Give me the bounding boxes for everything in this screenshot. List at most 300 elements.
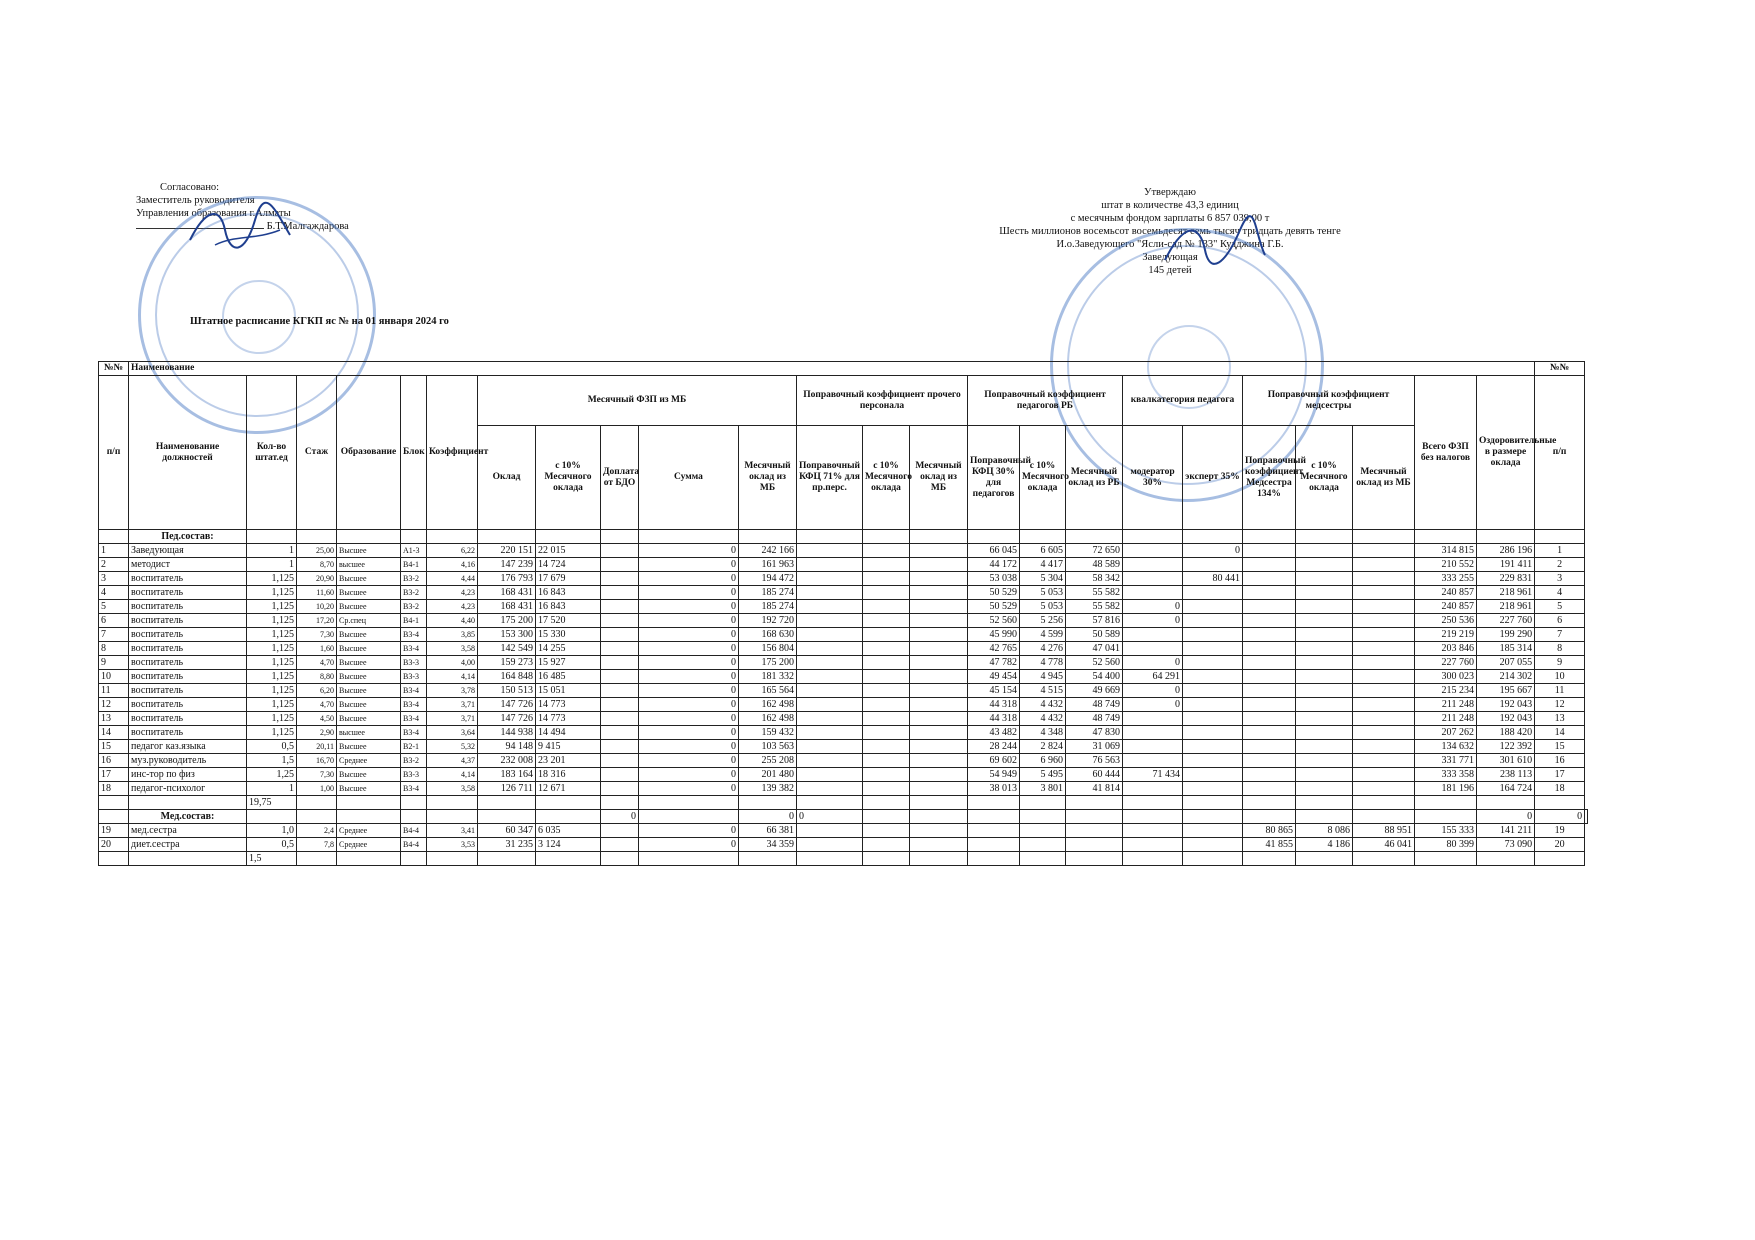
extra xyxy=(601,754,639,768)
empty-cell xyxy=(1296,684,1353,698)
empty-cell xyxy=(910,600,968,614)
total: 333 255 xyxy=(1415,572,1477,586)
total: 181 196 xyxy=(1415,782,1477,796)
experience: 17,20 xyxy=(297,614,337,628)
empty-cell xyxy=(863,642,910,656)
sum: 0 xyxy=(639,754,739,768)
experience: 4,70 xyxy=(297,698,337,712)
experience: 7,8 xyxy=(297,838,337,852)
sum-total: 0 xyxy=(601,810,639,824)
row-number: 12 xyxy=(99,698,129,712)
extra xyxy=(601,600,639,614)
sum: 0 xyxy=(639,614,739,628)
bonus-10: 14 494 xyxy=(536,726,601,740)
empty-cell xyxy=(863,572,910,586)
empty-cell xyxy=(337,852,401,866)
monthly-mb: 242 166 xyxy=(739,544,797,558)
table-row xyxy=(99,614,1588,628)
monthly-mb: 165 564 xyxy=(739,684,797,698)
empty-cell xyxy=(639,852,739,866)
expert xyxy=(1183,782,1243,796)
ped-10: 2 824 xyxy=(1020,740,1066,754)
monthly-mb: 185 274 xyxy=(739,600,797,614)
ped-kfc: 47 782 xyxy=(968,656,1020,670)
table-row xyxy=(99,698,1588,712)
empty-cell xyxy=(1020,796,1066,810)
empty-cell xyxy=(1296,754,1353,768)
sum: 0 xyxy=(639,572,739,586)
row-number-right: 12 xyxy=(1535,698,1585,712)
empty-cell xyxy=(1415,810,1477,824)
moderator xyxy=(1123,782,1183,796)
table-row xyxy=(99,544,1588,558)
approval-signer: Б.Т.Малгаждарова xyxy=(266,221,349,232)
coefficient: 4,14 xyxy=(427,670,478,684)
education: Высшее xyxy=(337,740,401,754)
coefficient: 4,40 xyxy=(427,614,478,628)
row-number: 2 xyxy=(99,558,129,572)
group-teachers: Поправочный коэффициент педагогов РБ xyxy=(968,376,1123,426)
monthly-mb: 168 630 xyxy=(739,628,797,642)
col-position: Наименование должностей xyxy=(129,376,247,530)
staff-count: 1,125 xyxy=(247,600,297,614)
empty-cell xyxy=(1243,768,1296,782)
sum: 0 xyxy=(639,838,739,852)
coefficient: 4,00 xyxy=(427,656,478,670)
ped-monthly: 48 749 xyxy=(1066,698,1123,712)
experience: 4,50 xyxy=(297,712,337,726)
position-name: воспитатель xyxy=(129,628,247,642)
block: А1-3 xyxy=(401,544,427,558)
empty-cell xyxy=(797,698,863,712)
empty-cell xyxy=(1243,810,1296,824)
empty-cell xyxy=(968,824,1020,838)
empty-cell xyxy=(1296,740,1353,754)
empty-cell xyxy=(401,796,427,810)
monthly-mb: 156 804 xyxy=(739,642,797,656)
bonus-10: 22 015 xyxy=(536,544,601,558)
extra xyxy=(601,782,639,796)
block: В2-1 xyxy=(401,740,427,754)
table-row xyxy=(99,684,1588,698)
bonus-10: 9 415 xyxy=(536,740,601,754)
total: 211 248 xyxy=(1415,698,1477,712)
coefficient: 3,53 xyxy=(427,838,478,852)
empty-cell xyxy=(910,838,968,852)
block: В3-4 xyxy=(401,642,427,656)
empty-cell xyxy=(863,558,910,572)
table-row xyxy=(99,726,1588,740)
experience: 2,90 xyxy=(297,726,337,740)
salary: 142 549 xyxy=(478,642,536,656)
bonus-10: 23 201 xyxy=(536,754,601,768)
moderator: 0 xyxy=(1123,698,1183,712)
empty-cell xyxy=(1353,740,1415,754)
empty-cell xyxy=(99,852,129,866)
expert xyxy=(1183,740,1243,754)
monthly-mb: 34 359 xyxy=(739,838,797,852)
empty-cell xyxy=(863,754,910,768)
ped-total-count: 19,75 xyxy=(247,796,297,810)
salary: 232 008 xyxy=(478,754,536,768)
empty-cell xyxy=(797,740,863,754)
ped-10: 5 053 xyxy=(1020,586,1066,600)
nurse-kfc: 41 855 xyxy=(1243,838,1296,852)
row-number: 19 xyxy=(99,824,129,838)
empty-cell xyxy=(1353,684,1415,698)
monthly-mb: 159 432 xyxy=(739,726,797,740)
empty-cell xyxy=(797,586,863,600)
experience: 11,60 xyxy=(297,586,337,600)
row-number-right: 6 xyxy=(1535,614,1585,628)
total: 219 219 xyxy=(1415,628,1477,642)
monthly-mb: 162 498 xyxy=(739,698,797,712)
extra xyxy=(601,586,639,600)
empty-cell xyxy=(797,782,863,796)
empty-cell xyxy=(1296,600,1353,614)
position-name: воспитатель xyxy=(129,614,247,628)
col-ped-10: с 10% Месячного оклада xyxy=(1020,426,1066,530)
salary: 183 164 xyxy=(478,768,536,782)
empty-cell xyxy=(1353,614,1415,628)
extra-total: 0 xyxy=(739,810,797,824)
staff-count: 1 xyxy=(247,782,297,796)
table-row xyxy=(99,572,1588,586)
empty-cell xyxy=(129,852,247,866)
total: 80 399 xyxy=(1415,838,1477,852)
experience: 2,4 xyxy=(297,824,337,838)
extra xyxy=(601,558,639,572)
total: 203 846 xyxy=(1415,642,1477,656)
staff-count: 1,125 xyxy=(247,586,297,600)
empty-cell xyxy=(863,628,910,642)
empty-cell xyxy=(1353,544,1415,558)
empty-cell xyxy=(1243,656,1296,670)
ped-kfc: 44 318 xyxy=(968,712,1020,726)
empty-cell xyxy=(1353,852,1415,866)
empty-cell xyxy=(1243,726,1296,740)
block: В3-4 xyxy=(401,684,427,698)
position-name: диет.сестра xyxy=(129,838,247,852)
health-total: 0 xyxy=(1535,810,1585,824)
education: Высшее xyxy=(337,544,401,558)
health: 195 667 xyxy=(1477,684,1535,698)
empty-cell xyxy=(863,586,910,600)
col-nurse-10: с 10% Месячного оклада xyxy=(1296,426,1353,530)
health: 286 196 xyxy=(1477,544,1535,558)
education: Высшее xyxy=(337,782,401,796)
staff-count: 1,125 xyxy=(247,684,297,698)
staff-count: 0,5 xyxy=(247,838,297,852)
empty-cell xyxy=(1296,698,1353,712)
sum: 0 xyxy=(639,544,739,558)
empty-cell xyxy=(478,796,536,810)
position-name: методист xyxy=(129,558,247,572)
moderator xyxy=(1123,572,1183,586)
ped-10: 5 053 xyxy=(1020,600,1066,614)
empty-cell xyxy=(1353,698,1415,712)
ped-10: 4 276 xyxy=(1020,642,1066,656)
health: 192 043 xyxy=(1477,698,1535,712)
col-health: Оздоровительные в размере оклада xyxy=(1477,376,1535,530)
col-bonus10: с 10% Месячного оклада xyxy=(536,426,601,530)
empty-cell xyxy=(1353,558,1415,572)
education: Высшее xyxy=(337,684,401,698)
experience: 8,70 xyxy=(297,558,337,572)
approve-line-3: с месячным фондом зарплаты 6 857 039,00 т xyxy=(1070,213,1270,224)
experience: 7,30 xyxy=(297,628,337,642)
moderator: 0 xyxy=(1123,684,1183,698)
row-number: 6 xyxy=(99,614,129,628)
empty-cell xyxy=(797,614,863,628)
empty-cell xyxy=(99,810,129,824)
health: 218 961 xyxy=(1477,600,1535,614)
total: 250 536 xyxy=(1415,614,1477,628)
experience: 1,60 xyxy=(297,642,337,656)
moderator xyxy=(1123,712,1183,726)
empty-cell xyxy=(1296,586,1353,600)
sum: 0 xyxy=(639,712,739,726)
group-other-staff: Поправочный коэффициент прочего персонала xyxy=(797,376,968,426)
empty-cell xyxy=(1243,558,1296,572)
monthly-mb: 103 563 xyxy=(739,740,797,754)
empty-cell xyxy=(1066,852,1123,866)
position-name: воспитатель xyxy=(129,642,247,656)
education: высшее xyxy=(337,558,401,572)
approve-line-4: Шесть миллионов восемьсот восемьдесят семь тысяч тридцать девять тенге xyxy=(999,226,1341,237)
position-name: мед.сестра xyxy=(129,824,247,838)
block: В3-3 xyxy=(401,656,427,670)
section-row-ped xyxy=(99,530,1588,544)
col-count: Кол-во штат.ед xyxy=(247,376,297,530)
col-nurse-monthly: Месячный оклад из МБ xyxy=(1353,426,1415,530)
coefficient: 3,58 xyxy=(427,642,478,656)
row-number-right: 10 xyxy=(1535,670,1585,684)
nurse-10: 4 186 xyxy=(1296,838,1353,852)
empty-cell xyxy=(1183,852,1243,866)
block: В3-3 xyxy=(401,670,427,684)
empty-cell xyxy=(1353,586,1415,600)
empty-cell xyxy=(1243,614,1296,628)
extra xyxy=(601,544,639,558)
row-number-right: 15 xyxy=(1535,740,1585,754)
ped-10: 5 304 xyxy=(1020,572,1066,586)
ped-10: 4 778 xyxy=(1020,656,1066,670)
med-total-row xyxy=(99,852,1588,866)
empty-cell xyxy=(910,684,968,698)
approval-line-1: Согласовано: xyxy=(160,182,220,193)
monthly-mb: 255 208 xyxy=(739,754,797,768)
table-row xyxy=(99,712,1588,726)
position-name: воспитатель xyxy=(129,712,247,726)
total: 314 815 xyxy=(1415,544,1477,558)
empty-cell xyxy=(797,600,863,614)
ped-monthly: 52 560 xyxy=(1066,656,1123,670)
empty-cell xyxy=(639,796,739,810)
row-number: 13 xyxy=(99,712,129,726)
empty-cell xyxy=(1243,796,1296,810)
col-sum: Сумма xyxy=(639,426,739,530)
nurse-monthly: 46 041 xyxy=(1353,838,1415,852)
sum: 0 xyxy=(639,684,739,698)
table-row xyxy=(99,628,1588,642)
table-row xyxy=(99,600,1588,614)
sum: 0 xyxy=(639,782,739,796)
extra xyxy=(601,628,639,642)
table-row xyxy=(99,656,1588,670)
monthly-mb: 194 472 xyxy=(739,572,797,586)
ped-kfc: 28 244 xyxy=(968,740,1020,754)
ped-10: 4 417 xyxy=(1020,558,1066,572)
approve-line-6: Заведующая xyxy=(1142,252,1198,263)
empty-cell xyxy=(427,796,478,810)
expert xyxy=(1183,586,1243,600)
salary: 147 726 xyxy=(478,712,536,726)
empty-cell xyxy=(1243,740,1296,754)
experience: 7,30 xyxy=(297,768,337,782)
position-name: педагог-психолог xyxy=(129,782,247,796)
empty-cell xyxy=(910,544,968,558)
staff-count: 1 xyxy=(247,558,297,572)
empty-cell xyxy=(797,768,863,782)
empty-cell xyxy=(1353,782,1415,796)
empty-cell xyxy=(1296,544,1353,558)
empty-cell xyxy=(1183,838,1243,852)
empty-cell xyxy=(1296,810,1353,824)
approve-line-5: И.о.Заведующего "Ясли-сад № 133" Кудджина Г.Б. xyxy=(1056,239,1284,250)
empty-cell xyxy=(1296,852,1353,866)
expert xyxy=(1183,726,1243,740)
row-number: 18 xyxy=(99,782,129,796)
col-other-10: с 10% Месячного оклада xyxy=(863,426,910,530)
health: 73 090 xyxy=(1477,838,1535,852)
moderator xyxy=(1123,642,1183,656)
approval-line-3: Управления образования г.Алматы xyxy=(136,208,291,219)
ped-monthly: 50 589 xyxy=(1066,628,1123,642)
total: 240 857 xyxy=(1415,586,1477,600)
empty-cell xyxy=(1415,852,1477,866)
health: 218 961 xyxy=(1477,586,1535,600)
position-name: инс-тор по физ xyxy=(129,768,247,782)
nurse-kfc: 80 865 xyxy=(1243,824,1296,838)
col-name-top: Наименование xyxy=(129,362,1535,376)
ped-kfc: 42 765 xyxy=(968,642,1020,656)
extra xyxy=(601,670,639,684)
staff-count: 1,125 xyxy=(247,670,297,684)
col-ped-kfc: Поправочный КФЦ 30% для педагогов xyxy=(968,426,1020,530)
empty-cell xyxy=(1123,838,1183,852)
extra xyxy=(601,656,639,670)
education: Высшее xyxy=(337,656,401,670)
row-number-right: 1 xyxy=(1535,544,1585,558)
moderator xyxy=(1123,754,1183,768)
empty-cell xyxy=(910,572,968,586)
salary: 159 273 xyxy=(478,656,536,670)
extra xyxy=(601,572,639,586)
ped-monthly: 60 444 xyxy=(1066,768,1123,782)
empty-cell xyxy=(1353,796,1415,810)
expert xyxy=(1183,712,1243,726)
empty-cell xyxy=(910,558,968,572)
col-block: Блок xyxy=(401,376,427,530)
sum: 0 xyxy=(639,698,739,712)
empty-cell xyxy=(1183,796,1243,810)
education: Среднее xyxy=(337,838,401,852)
salary: 60 347 xyxy=(478,824,536,838)
ped-kfc: 69 602 xyxy=(968,754,1020,768)
empty-cell xyxy=(129,796,247,810)
empty-cell xyxy=(536,810,601,824)
empty-cell xyxy=(1066,838,1123,852)
signature-left xyxy=(185,200,295,260)
monthly-mb: 66 381 xyxy=(739,824,797,838)
row-number: 5 xyxy=(99,600,129,614)
group-qualification: квалкатегория педагога xyxy=(1123,376,1243,426)
ped-10: 4 432 xyxy=(1020,698,1066,712)
expert xyxy=(1183,656,1243,670)
ped-total-row xyxy=(99,796,1588,810)
position-name: муз.руководитель xyxy=(129,754,247,768)
empty-cell xyxy=(1353,600,1415,614)
salary: 94 148 xyxy=(478,740,536,754)
extra xyxy=(601,684,639,698)
sum: 0 xyxy=(639,586,739,600)
staff-count: 1,5 xyxy=(247,754,297,768)
empty-cell xyxy=(863,782,910,796)
empty-cell xyxy=(1353,768,1415,782)
empty-cell xyxy=(863,852,910,866)
total: 331 771 xyxy=(1415,754,1477,768)
table-row xyxy=(99,586,1588,600)
col-total: Всего ФЗП без налогов xyxy=(1415,376,1477,530)
total: 155 333 xyxy=(1415,824,1477,838)
ped-10: 4 515 xyxy=(1020,684,1066,698)
salary: 31 235 xyxy=(478,838,536,852)
empty-cell xyxy=(536,852,601,866)
col-pp-right: п/п xyxy=(1535,376,1585,530)
ped-kfc: 53 038 xyxy=(968,572,1020,586)
empty-cell xyxy=(337,796,401,810)
health: 185 314 xyxy=(1477,642,1535,656)
empty-cell xyxy=(797,642,863,656)
total: 300 023 xyxy=(1415,670,1477,684)
empty-cell xyxy=(1243,782,1296,796)
empty-cell xyxy=(1066,824,1123,838)
empty-cell xyxy=(863,544,910,558)
empty-cell xyxy=(1353,712,1415,726)
health: 141 211 xyxy=(1477,824,1535,838)
nurse-monthly: 88 951 xyxy=(1353,824,1415,838)
empty-cell xyxy=(797,824,863,838)
moderator xyxy=(1123,544,1183,558)
empty-cell xyxy=(1477,852,1535,866)
block: В3-3 xyxy=(401,768,427,782)
education: Высшее xyxy=(337,572,401,586)
document-title: Штатное расписание КГКП яс № на 01 января 2024 го xyxy=(190,316,449,327)
table-row xyxy=(99,838,1588,852)
empty-cell xyxy=(797,796,863,810)
total: 134 632 xyxy=(1415,740,1477,754)
total: 227 760 xyxy=(1415,656,1477,670)
empty-cell xyxy=(1243,628,1296,642)
empty-cell xyxy=(1123,824,1183,838)
moderator xyxy=(1123,726,1183,740)
ped-kfc: 66 045 xyxy=(968,544,1020,558)
ped-monthly: 58 342 xyxy=(1066,572,1123,586)
health: 301 610 xyxy=(1477,754,1535,768)
block: В3-2 xyxy=(401,754,427,768)
position-name: воспитатель xyxy=(129,600,247,614)
